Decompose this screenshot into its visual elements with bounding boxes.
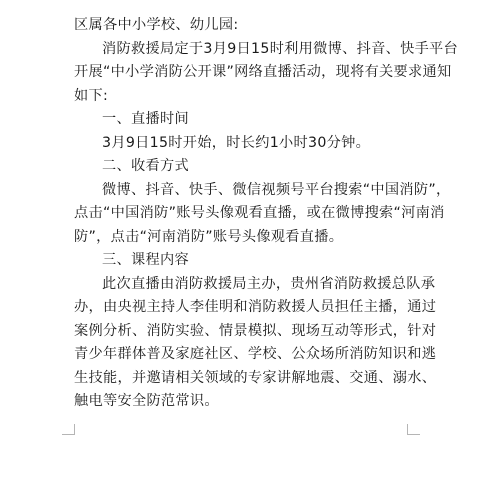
salutation: 区属各中小学校、幼儿园: [74, 17, 239, 33]
content-line-3: 案例分析、消防实验、情景模拟、现场互动等形式，针对 [74, 322, 437, 339]
section-heading-watch: 二、收看方式 [102, 158, 189, 174]
watch-line-2: 点击“中国消防”账号头像观看直播，或在微博搜索“河南消 [74, 205, 445, 221]
section-heading-content: 三、课程内容 [102, 252, 189, 268]
content-line-2: 办，由央视主持人李佳明和消防救援人员担任主播，通过 [74, 299, 437, 315]
content-line-6: 触电等安全防范常识。 [74, 393, 219, 409]
intro-line-1: 消防救援局定于3月9日15时利用微博、抖音、快手平台 [102, 40, 459, 57]
section-heading-time: 一、直播时间 [102, 111, 189, 127]
document-body [74, 14, 459, 414]
time-line: 3月9日15时开始，时长约1小时30分钟。 [102, 134, 371, 151]
watch-line-1: 微博、抖音、快手、微信视频号平台搜索“中国消防”， [102, 181, 451, 198]
watch-line-3: 防”，点击“河南消防”账号头像观看直播。 [74, 228, 344, 245]
content-line-5: 生技能，并邀请相关领域的专家讲解地震、交通、溺水、 [74, 369, 437, 386]
intro-line-2: 开展“中小学消防公开课”网络直播活动，现将有关要求通知 [74, 64, 452, 80]
page-corner-mark-right [407, 424, 420, 435]
page-corner-mark-left [62, 424, 75, 435]
intro-line-3: 如下: [74, 87, 109, 104]
content-line-4: 青少年群体普及家庭社区、学校、公众场所消防知识和逃 [74, 346, 437, 362]
content-line-1: 此次直播由消防救援局主办，贵州省消防救援总队承 [102, 275, 436, 292]
